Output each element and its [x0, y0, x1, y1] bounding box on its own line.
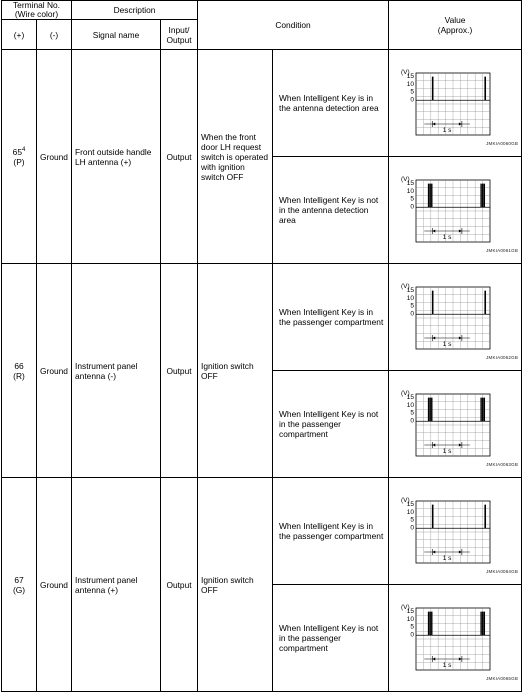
- io-cell: Output: [161, 478, 198, 692]
- y-tick-label: 5: [410, 88, 415, 96]
- y-tick-label: 0: [410, 417, 415, 425]
- io-cell: Output: [161, 264, 198, 478]
- condition-cell: Ignition switch OFF: [198, 478, 273, 692]
- y-tick-label: 15: [406, 394, 415, 401]
- unit-label: (V): [401, 390, 410, 397]
- terminal-no-label: Terminal No.: [13, 0, 61, 10]
- unit-label: (V): [401, 176, 410, 183]
- waveform-graph: [400, 281, 519, 360]
- y-tick-label: 15: [406, 73, 415, 80]
- figure-code: JMKIA0065GB: [486, 676, 519, 681]
- time-arrow-icon: [432, 123, 435, 126]
- waveform-graph: [400, 67, 519, 146]
- value-label: Value: [444, 15, 466, 25]
- waveform-graph: [400, 388, 519, 467]
- y-tick-label: 10: [406, 80, 415, 88]
- unit-label: (V): [401, 283, 410, 290]
- io-cell: Output: [161, 50, 198, 264]
- oscilloscope-svg: [400, 174, 492, 246]
- figure-code: JMKIA0064GB: [486, 569, 519, 574]
- y-tick-label: 0: [410, 96, 415, 104]
- time-label: 1 s: [442, 662, 452, 669]
- table-row: [2, 478, 522, 585]
- time-label: 1 s: [442, 555, 452, 562]
- minus-cell: Ground: [37, 264, 72, 478]
- waveform-cell: [389, 478, 522, 585]
- figure-code: JMKIA0062GB: [486, 355, 519, 360]
- io-header: Input/ Output: [161, 20, 198, 50]
- time-label: 1 s: [442, 234, 452, 241]
- oscilloscope-svg: [400, 67, 492, 139]
- minus-header: (-): [37, 20, 72, 50]
- waveform-graph: [400, 495, 519, 574]
- signal-name-cell: Instrument panel antenna (-): [72, 264, 161, 478]
- sub-condition-cell: When Intelligent Key is in the passenger compartment: [273, 264, 389, 371]
- y-tick-label: 0: [410, 524, 415, 532]
- waveform-cell: [389, 264, 522, 371]
- minus-cell: Ground: [37, 478, 72, 692]
- condition-cell: When the front door LH request switch is operated with ignition switch OFF: [198, 50, 273, 264]
- waveform-cell: [389, 371, 522, 478]
- waveform-graph: [400, 602, 519, 681]
- y-tick-label: 10: [406, 615, 415, 623]
- y-tick-label: 10: [406, 294, 415, 302]
- figure-code: JMKIA0061GB: [486, 248, 519, 253]
- sub-condition-cell: When Intelligent Key is in the antenna detection area: [273, 50, 389, 157]
- time-label: 1 s: [442, 448, 452, 455]
- y-tick-label: 15: [406, 608, 415, 615]
- y-tick-label: 5: [410, 409, 415, 417]
- time-arrow-icon: [432, 337, 435, 340]
- terminal-spec-table: [1, 0, 522, 692]
- unit-label: (V): [401, 497, 410, 504]
- y-tick-label: 15: [406, 180, 415, 187]
- table-row: [2, 50, 522, 157]
- y-tick-label: 0: [410, 203, 415, 211]
- sub-condition-cell: When Intelligent Key is not in the antenna detection area: [273, 157, 389, 264]
- y-tick-label: 5: [410, 623, 415, 631]
- time-label: 1 s: [442, 341, 452, 348]
- signal-name-cell: Front outside handle LH antenna (+): [72, 50, 161, 264]
- y-tick-label: 5: [410, 195, 415, 203]
- figure-code: JMKIA0060GB: [486, 141, 519, 146]
- terminal-cell: 66 (R): [2, 264, 37, 478]
- terminal-cell: $65^4$ (P): [2, 50, 37, 264]
- description-header: Description: [72, 1, 198, 20]
- figure-code: JMKIA0063GB: [486, 462, 519, 467]
- unit-label: (V): [401, 604, 410, 611]
- y-tick-label: 15: [406, 501, 415, 508]
- y-tick-label: 5: [410, 516, 415, 524]
- wire-color-label: (Wire color): [14, 9, 59, 19]
- condition-cell: Ignition switch OFF: [198, 264, 273, 478]
- waveform-cell: [389, 50, 522, 157]
- signal-name-header: Signal name: [72, 20, 161, 50]
- oscilloscope-svg: [400, 495, 492, 567]
- y-tick-label: 5: [410, 302, 415, 310]
- sub-condition-cell: When Intelligent Key is not in the passenger compartment: [273, 585, 389, 692]
- unit-label: (V): [401, 69, 410, 76]
- terminal-cell: 67 (G): [2, 478, 37, 692]
- time-arrow-icon: [432, 658, 435, 661]
- approx-label: (Approx.): [437, 25, 473, 35]
- oscilloscope-svg: [400, 602, 492, 674]
- y-tick-label: 15: [406, 287, 415, 294]
- minus-cell: Ground: [37, 50, 72, 264]
- y-tick-label: 10: [406, 508, 415, 516]
- y-tick-label: 10: [406, 187, 415, 195]
- time-arrow-icon: [432, 444, 435, 447]
- y-tick-label: 10: [406, 401, 415, 409]
- signal-name-cell: Instrument panel antenna (+): [72, 478, 161, 692]
- plus-header: (+): [2, 20, 37, 50]
- oscilloscope-svg: [400, 281, 492, 353]
- condition-header: Condition: [198, 1, 389, 50]
- y-tick-label: 0: [410, 310, 415, 318]
- time-label: 1 s: [442, 127, 452, 134]
- oscilloscope-svg: [400, 388, 492, 460]
- time-arrow-icon: [432, 551, 435, 554]
- y-tick-label: 0: [410, 631, 415, 639]
- time-arrow-icon: [432, 230, 435, 233]
- table-row: [2, 264, 522, 371]
- terminal-header: [2, 1, 72, 20]
- value-header: [389, 1, 522, 50]
- sub-condition-cell: When Intelligent Key is in the passenger compartment: [273, 478, 389, 585]
- waveform-graph: [400, 174, 519, 253]
- waveform-cell: [389, 585, 522, 692]
- waveform-cell: [389, 157, 522, 264]
- sub-condition-cell: When Intelligent Key is not in the passenger compartment: [273, 371, 389, 478]
